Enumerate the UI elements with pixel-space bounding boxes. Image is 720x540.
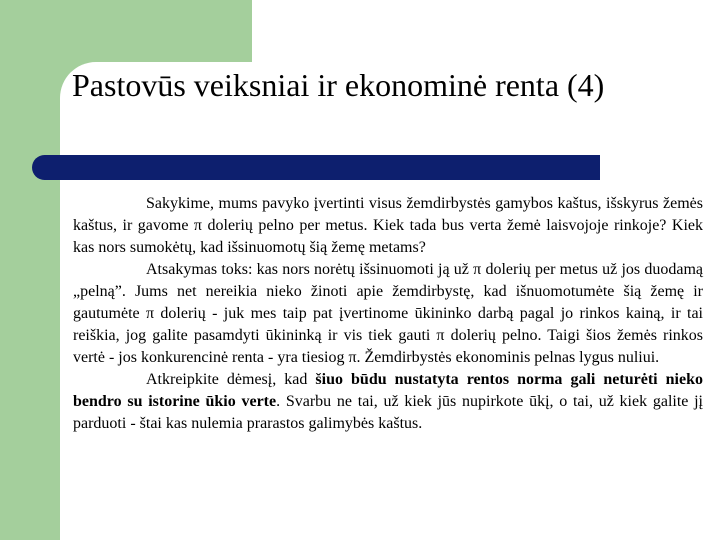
paragraph-2: Atsakymas toks: kas nors norėtų išsinuomoti ją už π dolerių per metus už jos duodamą „pelną”. Jums net nereikia nieko žinoti apie žemdirbystę, kad išnuomotumėte šią žemę ir gautumėte π dolerių - juk mes taip pat įvertinome ūkininko darbą pagal jo rinkos kainą, ir tai reiškia, jog galite pasamdyti ūkininką ir vis tiek gauti π dolerių pelno. Taigi šios žemės rinkos vertė - jos konkurencinė renta - yra tiesiog π. Žemdirbystės ekonominis pelnas lygus nuliui. (73, 261, 703, 366)
slide-title: Pastovūs veiksniai ir ekonominė renta (4) (72, 67, 605, 103)
decorative-green-strip (0, 62, 60, 540)
slide-body (73, 193, 703, 435)
paragraph-1: Sakykime, mums pavyko įvertinti visus žemdirbystės gamybos kaštus, išskyrus žemės kaštus, ir gavome π dolerių pelno per metus. Kiek tada bus verta žemė laisvojoje rinkoje? Kiek kas nors sumokėtų, kad išsinuomotų šią žemę metams? (73, 195, 703, 256)
paragraph-3-emphasis: šiuo būdu nustatyta rentos norma gali neturėti nieko bendro su istorine ūkio verte (73, 371, 703, 410)
paragraph-3 (73, 369, 703, 435)
paragraph-3-start: Atkreipkite dėmesį, kad (146, 371, 316, 388)
title-underline-bar (32, 155, 600, 180)
paragraph-3-end: . Svarbu ne tai, už kiek jūs nupirkote ūkį, o tai, už kiek galite jį parduoti - štai kas nulemia prarastos galimybės kaštus. (73, 393, 704, 432)
